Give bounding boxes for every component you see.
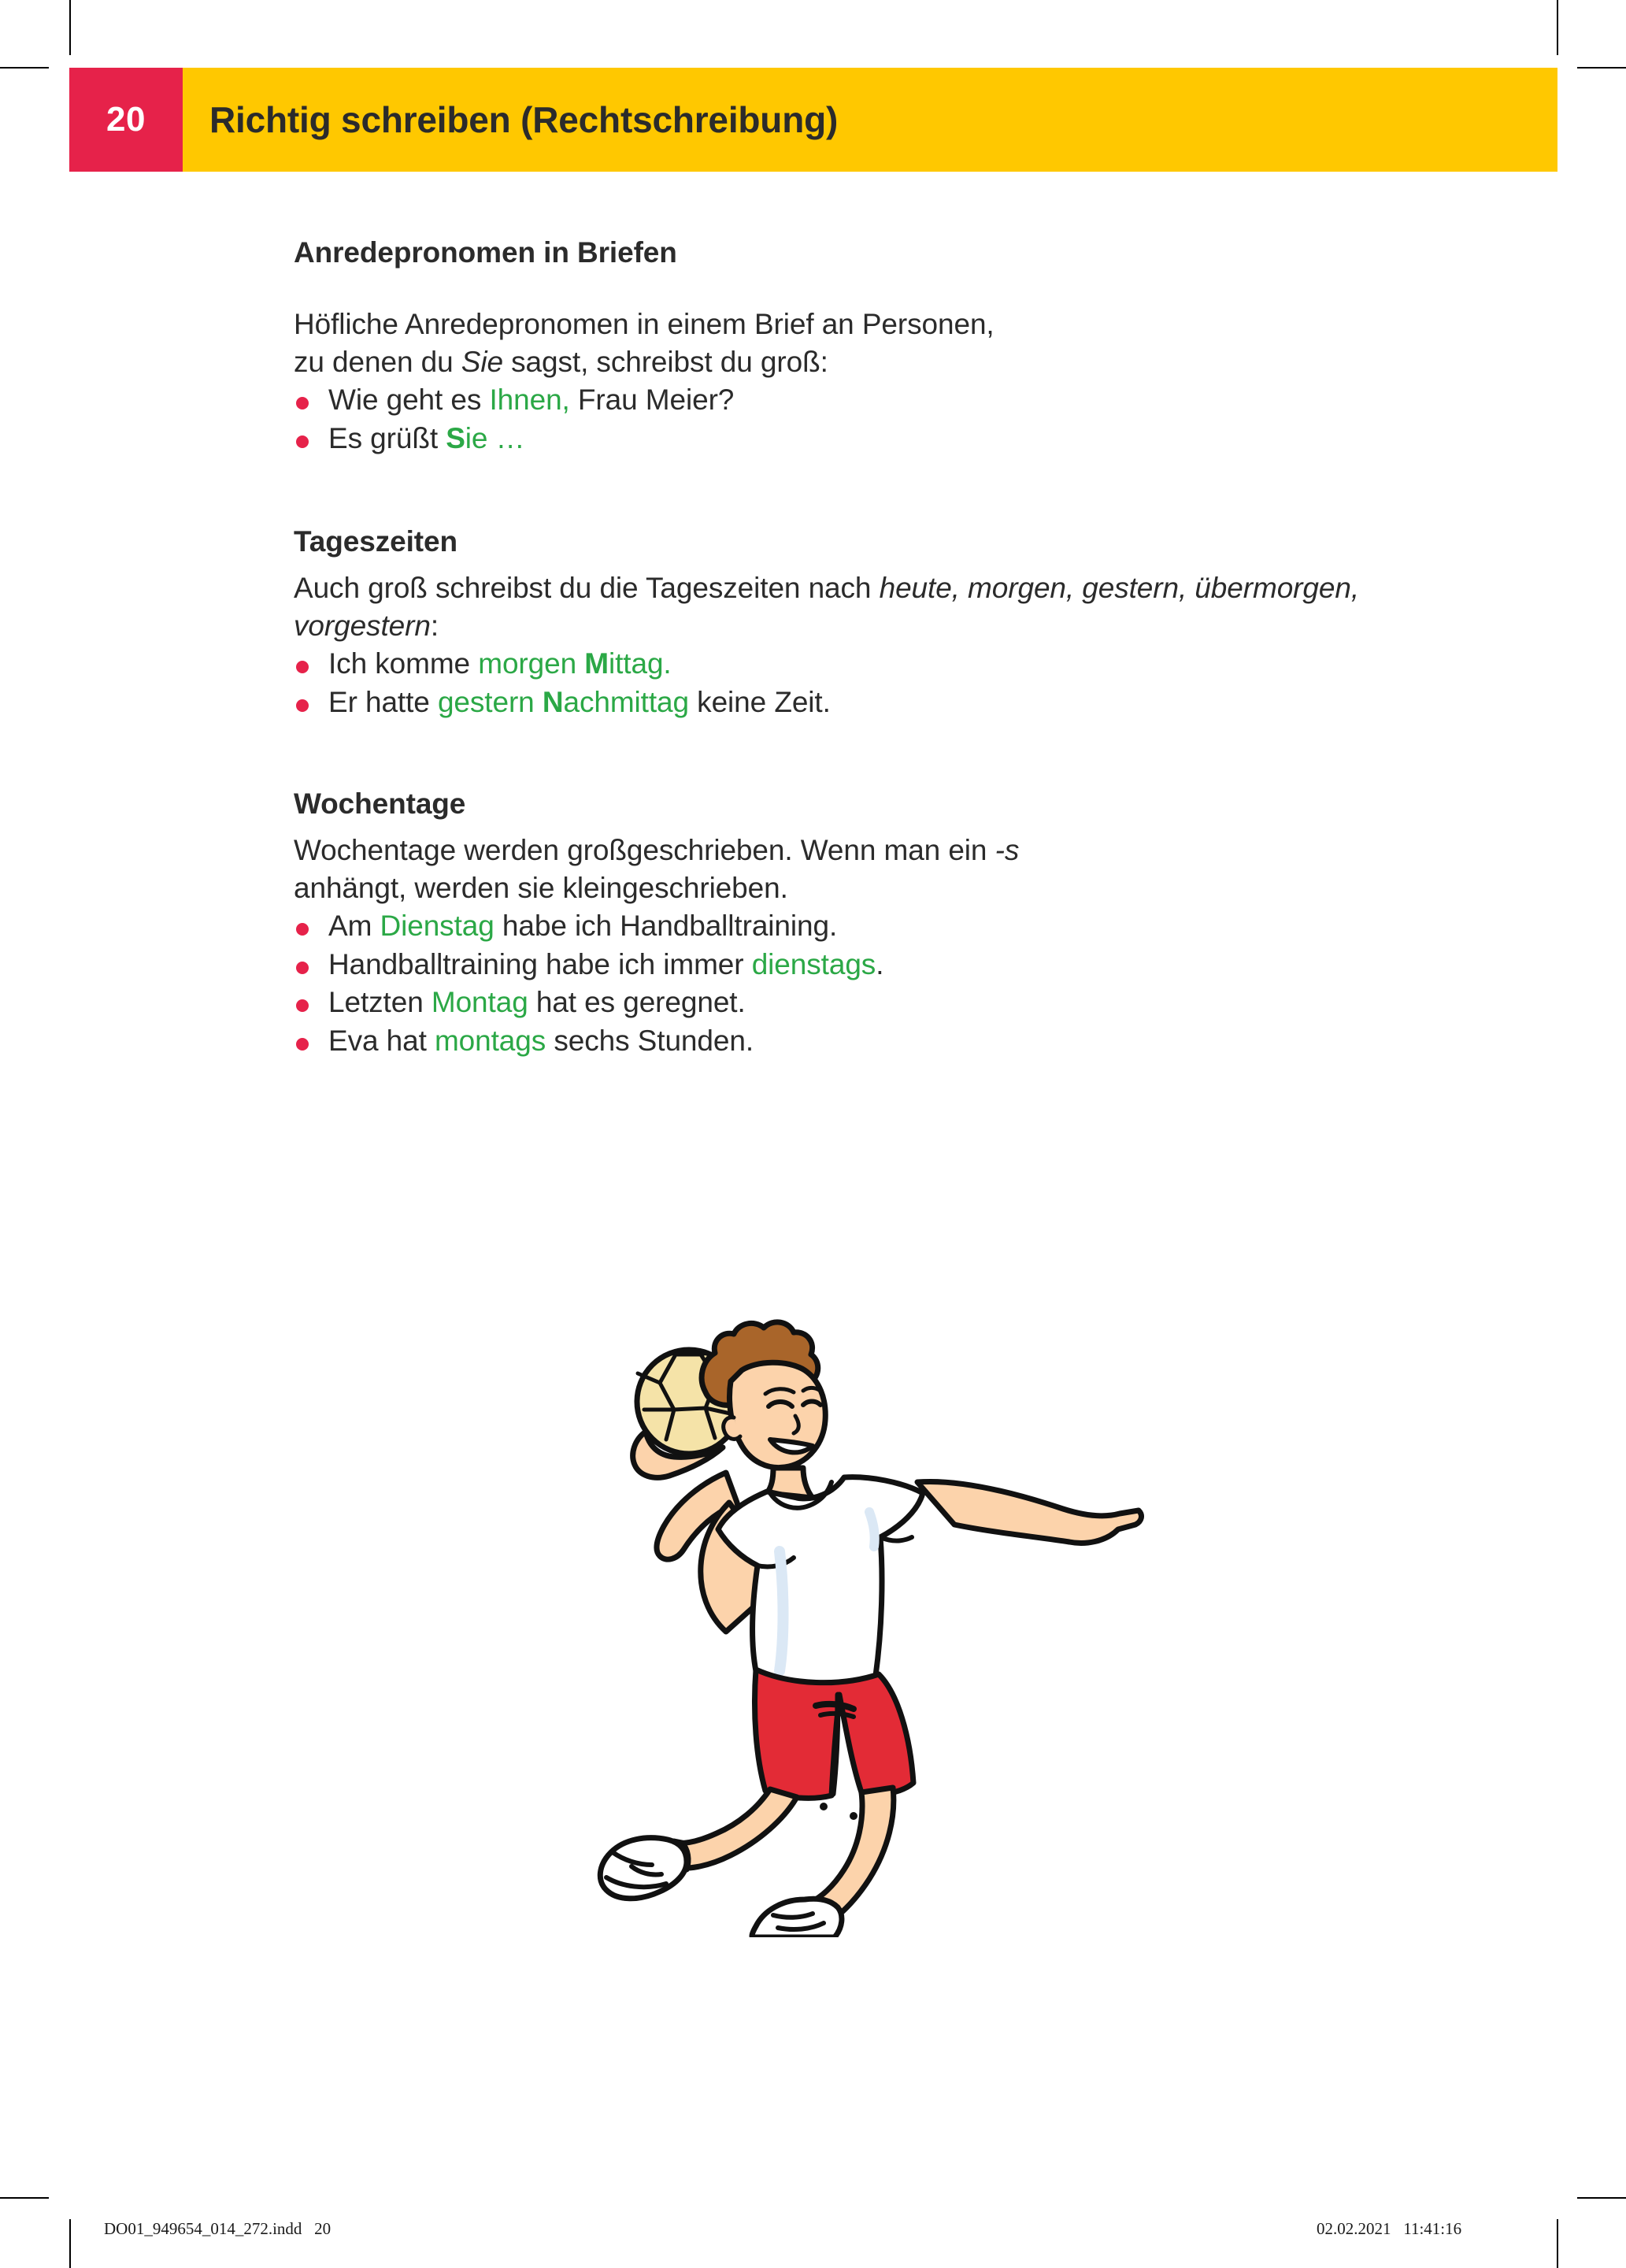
footer-timestamp: 02.02.2021 11:41:16 [1317,2219,1462,2238]
bullet-post: habe ich Handballtraining. [494,910,838,943]
list-item [294,907,1396,945]
bullet-pre: Wie geht es [328,384,490,417]
bullet-list [294,381,1396,458]
intro-line-2b: sagst, schreibst du groß: [502,346,828,379]
section-wochentage [294,788,1396,1060]
bullet-post: Frau Meier? [569,384,735,417]
intro-line-1: Höfliche Anredepronomen in einem Brief an Personen, [294,308,994,340]
page-content [294,236,1396,1060]
list-item [294,381,1396,419]
list-item [294,1022,1396,1060]
section-intro [294,306,1396,381]
list-item [294,946,1396,984]
crop-mark-bottom-left-horizontal [0,2197,49,2199]
page-number-badge [69,68,183,172]
intro-italic-suffix: -s [994,834,1020,867]
crop-mark-top-right-vertical [1557,0,1558,55]
bullet-post: keine Zeit. [689,685,831,718]
bullet-highlight-bold: S [446,421,465,454]
page-header [69,68,1557,172]
bullet-highlight-2: achmittag [563,685,689,718]
bullet-highlight: dienstags [751,947,876,980]
bullet-pre: Er hatte [328,685,438,718]
bullet-list [294,907,1396,1060]
crop-mark-top-left-vertical [69,0,71,55]
bullet-pre: Ich komme [328,647,479,680]
bullet-highlight: Dienstag [380,910,494,943]
section-intro [294,569,1396,645]
list-item [294,645,1396,683]
bullet-pre: Eva hat [328,1024,435,1057]
bullet-highlight: ie … [465,421,525,454]
intro-pre: Auch groß schreibst du die Tageszeiten nach [294,572,880,605]
crop-mark-bottom-right-horizontal [1577,2197,1626,2199]
bullet-list [294,645,1396,721]
bullet-highlight: Ihnen, [489,384,570,417]
section-heading: Wochentage [294,788,466,821]
bullet-highlight-bold: N [542,685,564,718]
intro-line-2a: zu denen du [294,346,461,379]
bullet-post: hat es geregnet. [528,986,746,1019]
bullet-post: . [876,947,884,980]
bullet-highlight-bold: M [584,647,609,680]
list-item [294,684,1396,721]
bullet-post: sechs Stunden. [546,1024,754,1057]
intro-line-2: anhängt, werden sie kleingeschrieben. [294,872,788,905]
section-spacer [294,458,1396,525]
intro-line-1: Wochentage werden großgeschrieben. Wenn man ein [294,834,995,867]
bullet-highlight-2: ittag. [609,647,672,680]
crop-mark-top-right-horizontal [1577,67,1626,69]
crop-mark-top-left-horizontal [0,67,49,69]
bullet-pre: Am [328,910,380,943]
section-heading: Anredepronomen in Briefen [294,236,677,269]
section-tageszeiten [294,525,1396,721]
intro-post: : [430,610,439,643]
section-intro [294,832,1396,907]
handball-player-illustration [520,1315,1150,1937]
bullet-highlight: montags [434,1024,546,1057]
bullet-highlight: gestern [437,685,543,718]
header-title-bar [183,68,1557,172]
bullet-pre: Letzten [328,986,432,1019]
section-heading: Tageszeiten [294,525,457,558]
page-title: Richtig schreiben (Rechtschreibung) [209,99,839,140]
page-number-text: 20 [106,100,146,139]
intro-italic-sie: Sie [461,346,503,379]
list-item [294,984,1396,1021]
section-spacer [294,721,1396,788]
bullet-pre: Es grüßt [328,421,446,454]
page-footer [0,2219,1626,2251]
bullet-pre: Handballtraining habe ich immer [328,947,752,980]
list-item [294,420,1396,458]
section-anredepronomen [294,236,1396,458]
footer-filename: DO01_949654_014_272.indd 20 [104,2219,331,2238]
intro-italic-terms: heute, morgen, gestern, übermorgen, vorgestern [294,572,1360,643]
bullet-highlight: morgen [478,647,585,680]
bullet-highlight: Montag [431,986,528,1019]
